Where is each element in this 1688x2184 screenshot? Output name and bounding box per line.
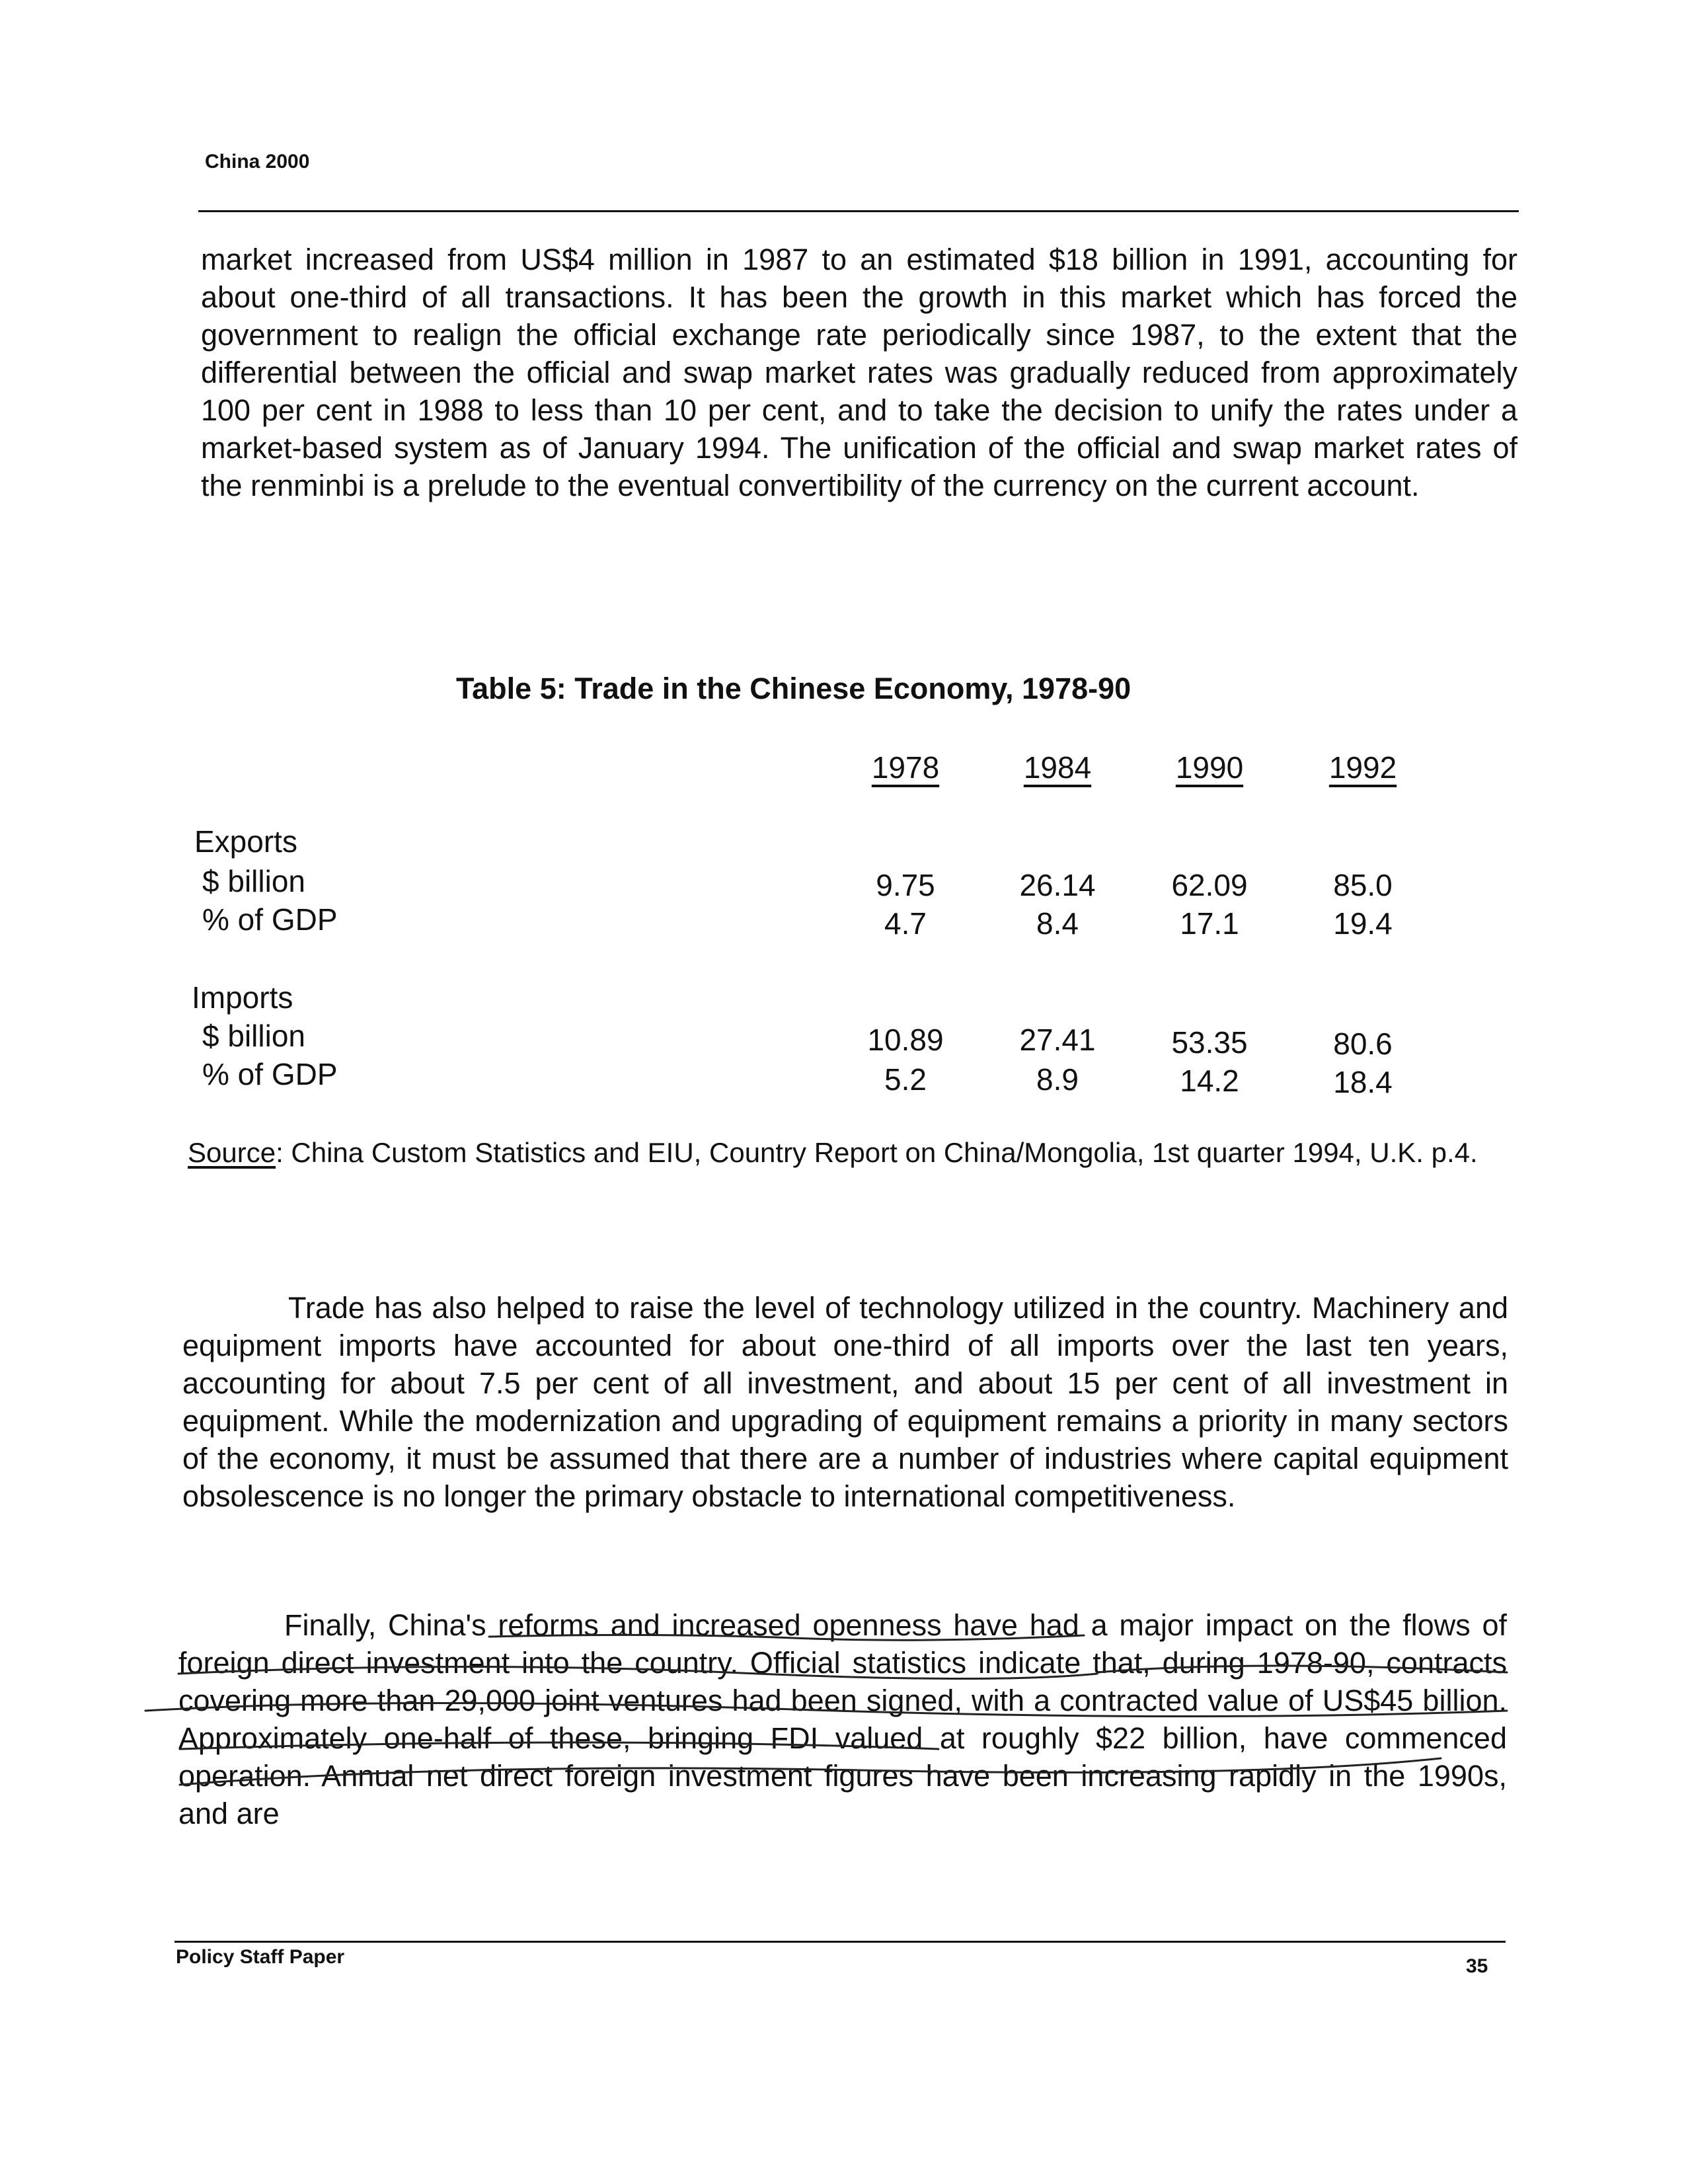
column-header-year: 1990	[1175, 750, 1244, 785]
column-header-year: 1978	[871, 750, 940, 785]
table-cell: 9.75	[876, 868, 935, 902]
table-cell: 4.7	[884, 906, 927, 941]
table-row-label: $ billion	[202, 1019, 305, 1053]
table-cell: 85.0	[1333, 868, 1393, 902]
table-cell: 53.35	[1171, 1025, 1248, 1060]
source-text: : China Custom Statistics and EIU, Country Report on China/Mongolia, 1st quarter 1994, U.K. p.4.	[276, 1137, 1478, 1168]
column-header-year: 1984	[1023, 750, 1092, 785]
table-cell: 14.2	[1180, 1064, 1239, 1098]
page-number: 35	[1466, 1955, 1488, 1977]
footer-publication: Policy Staff Paper	[176, 1946, 345, 1968]
table-cell: 19.4	[1333, 906, 1393, 941]
table-row-label: % of GDP	[202, 902, 338, 937]
table-source-note	[188, 1136, 1510, 1170]
table-group-label: Imports	[192, 980, 293, 1015]
table-row-label: % of GDP	[202, 1057, 338, 1091]
table-cell: 18.4	[1333, 1065, 1393, 1099]
table-group-label: Exports	[194, 824, 297, 859]
table-cell: 17.1	[1180, 906, 1239, 941]
body-paragraph-3: Finally, China's reforms and increased openness have had a major impact on the flows of foreign direct investment into the country. Official statistics indicate that, during 1978-90, contracts covering more than 29,000 joint ventures had been signed, with a contracted value of US$45 billion. Approximately one-half of these, bringing FDI valued at roughly $22 billion, have commenced operation. Annual net direct foreign investment figures have been increasing rapidly in the 1990s, and are	[178, 1608, 1507, 1830]
table-cell: 5.2	[884, 1062, 927, 1097]
table-cell: 27.41	[1019, 1023, 1096, 1057]
body-paragraph-2: Trade has also helped to raise the level of technology utilized in the country. Machinery and equipment imports have accounted for about one-third of all imports over the last ten years, accounting for about 7.5 per cent of all investment, and about 15 per cent of all investment in equipment. While the modernization and upgrading of equipment remains a priority in many sectors of the economy, it must be assumed that there are a number of industries where capital equipment obsolescence is no longer the primary obstacle to international competitiveness.	[182, 1291, 1508, 1513]
footer-rule	[174, 1941, 1506, 1943]
table-cell: 8.4	[1036, 906, 1079, 941]
body-paragraph-1: market increased from US$4 million in 1987 to an estimated $18 billion in 1991, accounting for about one-third of all transactions. It has been the growth in this market which has forced the government to realign the official exchange rate periodically since 1987, to the extent that the differential between the official and swap market rates was gradually reduced from approximately 100 per cent in 1988 to less than 10 per cent, and to take the decision to unify the rates under a market-based system as of January 1994. The unification of the official and swap market rates of the renminbi is a prelude to the eventual convertibility of the currency on the current account.	[201, 243, 1517, 502]
source-label: Source	[188, 1137, 276, 1168]
table-cell: 10.89	[867, 1023, 944, 1057]
column-header-year: 1992	[1328, 750, 1397, 785]
table-cell: 62.09	[1171, 868, 1248, 902]
table-row-label: $ billion	[202, 864, 305, 898]
table-title: Table 5: Trade in the Chinese Economy, 1978-90	[456, 672, 1132, 705]
table-cell: 80.6	[1333, 1027, 1393, 1061]
table-cell: 26.14	[1019, 868, 1096, 902]
header-rule	[198, 210, 1519, 212]
table-cell: 8.9	[1036, 1062, 1079, 1097]
running-header: China 2000	[205, 151, 310, 173]
